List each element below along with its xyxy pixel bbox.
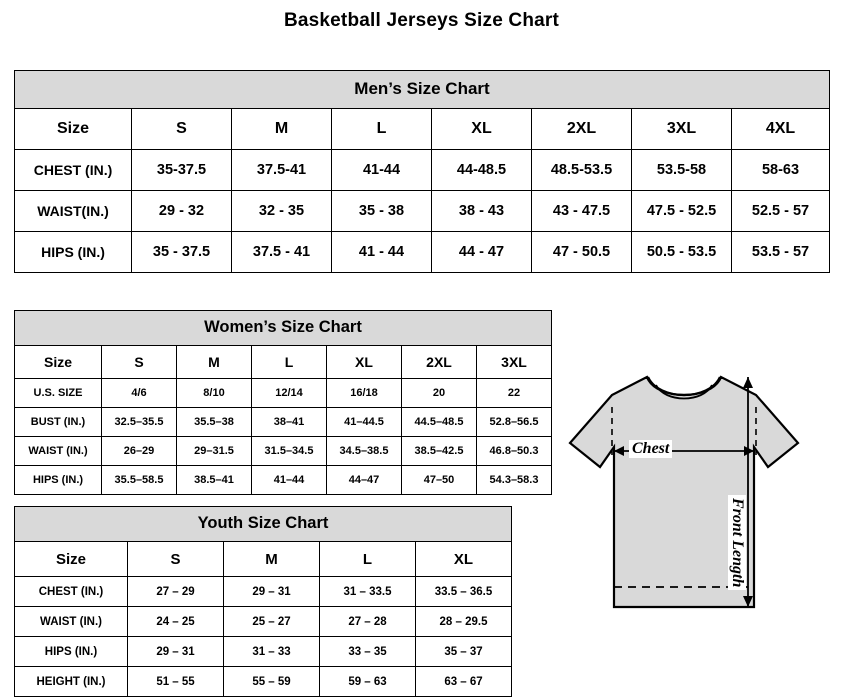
table-cell: 47 - 50.5 [532,232,632,273]
column-header: 4XL [732,109,830,150]
table-cell: 63 – 67 [416,667,512,697]
table-row [15,437,552,466]
table-cell: 34.5–38.5 [327,437,402,466]
table-cell: 44–47 [327,466,402,495]
chest-measure-label: Chest [629,440,672,458]
mens-size-chart-caption: Men’s Size Chart [14,70,830,108]
table-cell: 29 - 32 [132,191,232,232]
table-cell: 48.5-53.5 [532,150,632,191]
row-label: HIPS (IN.) [15,232,132,273]
table-cell: 58-63 [732,150,830,191]
table-cell: 32.5–35.5 [102,408,177,437]
womens-size-chart-table [14,310,552,495]
table-cell: 31.5–34.5 [252,437,327,466]
table-cell: 46.8–50.3 [477,437,552,466]
column-header: M [224,542,320,577]
table-cell: 29 – 31 [224,577,320,607]
table-cell: 41 - 44 [332,232,432,273]
table-cell: 35-37.5 [132,150,232,191]
row-label: CHEST (IN.) [15,577,128,607]
table-cell: 35 - 37.5 [132,232,232,273]
table-cell: 20 [402,379,477,408]
table-row [15,150,830,191]
table-cell: 12/14 [252,379,327,408]
column-header: XL [416,542,512,577]
table-header-row [15,346,552,379]
table-cell: 35 - 38 [332,191,432,232]
table-row [15,667,512,697]
row-label: U.S. SIZE [15,379,102,408]
table-cell: 59 – 63 [320,667,416,697]
table-cell: 52.5 - 57 [732,191,830,232]
jersey-measurement-diagram [552,355,837,675]
table-cell: 8/10 [177,379,252,408]
table-cell: 51 – 55 [128,667,224,697]
column-header: S [128,542,224,577]
column-header: M [232,109,332,150]
table-cell: 47.5 - 52.5 [632,191,732,232]
table-cell: 54.3–58.3 [477,466,552,495]
womens-size-chart-caption: Women’s Size Chart [14,310,552,345]
table-header-row [15,109,830,150]
column-header: 2XL [532,109,632,150]
table-cell: 29–31.5 [177,437,252,466]
table-cell: 35.5–38 [177,408,252,437]
table-row [15,191,830,232]
table-cell: 52.8–56.5 [477,408,552,437]
table-row [15,408,552,437]
youth-size-chart-caption: Youth Size Chart [14,506,512,541]
column-header: XL [432,109,532,150]
table-cell: 32 - 35 [232,191,332,232]
table-cell: 55 – 59 [224,667,320,697]
page-title: Basketball Jerseys Size Chart [283,10,560,31]
column-header: 3XL [632,109,732,150]
table-cell: 27 – 28 [320,607,416,637]
column-header: 2XL [402,346,477,379]
table-cell: 53.5-58 [632,150,732,191]
row-label: HIPS (IN.) [15,466,102,495]
table-cell: 44-48.5 [432,150,532,191]
row-label: WAIST(IN.) [15,191,132,232]
column-header: Size [15,109,132,150]
column-header: S [102,346,177,379]
table-cell: 41–44 [252,466,327,495]
row-label: BUST (IN.) [15,408,102,437]
table-cell: 38 - 43 [432,191,532,232]
table-cell: 43 - 47.5 [532,191,632,232]
table-cell: 33.5 – 36.5 [416,577,512,607]
table-row [15,379,552,408]
row-label: HIPS (IN.) [15,637,128,667]
column-header: L [252,346,327,379]
table-cell: 31 – 33.5 [320,577,416,607]
table-cell: 28 – 29.5 [416,607,512,637]
table-cell: 47–50 [402,466,477,495]
table-cell: 50.5 - 53.5 [632,232,732,273]
table-cell: 41-44 [332,150,432,191]
column-header: Size [15,542,128,577]
table-cell: 33 – 35 [320,637,416,667]
front-length-arrow-top [743,377,753,388]
table-row [15,232,830,273]
table-row [15,466,552,495]
row-label: WAIST (IN.) [15,437,102,466]
table-header-row [15,542,512,577]
table-cell: 35.5–58.5 [102,466,177,495]
table-cell: 16/18 [327,379,402,408]
column-header: XL [327,346,402,379]
table-cell: 44.5–48.5 [402,408,477,437]
jersey-body-shape [570,377,798,607]
table-cell: 25 – 27 [224,607,320,637]
table-cell: 31 – 33 [224,637,320,667]
youth-size-chart-table [14,506,512,697]
table-cell: 29 – 31 [128,637,224,667]
table-cell: 37.5-41 [232,150,332,191]
table-cell: 26–29 [102,437,177,466]
front-length-measure-label: Front Length [728,495,746,590]
jersey-illustration [552,355,837,675]
table-cell: 22 [477,379,552,408]
column-header: L [332,109,432,150]
table-cell: 41–44.5 [327,408,402,437]
table-cell: 38.5–42.5 [402,437,477,466]
table-cell: 4/6 [102,379,177,408]
table-cell: 24 – 25 [128,607,224,637]
column-header: S [132,109,232,150]
mens-size-chart-table [14,70,830,273]
table-row [15,577,512,607]
column-header: L [320,542,416,577]
column-header: M [177,346,252,379]
table-cell: 35 – 37 [416,637,512,667]
table-row [15,637,512,667]
table-row [15,607,512,637]
table-cell: 38.5–41 [177,466,252,495]
table-cell: 38–41 [252,408,327,437]
column-header: Size [15,346,102,379]
column-header: 3XL [477,346,552,379]
row-label: WAIST (IN.) [15,607,128,637]
table-cell: 44 - 47 [432,232,532,273]
table-cell: 37.5 - 41 [232,232,332,273]
table-cell: 27 – 29 [128,577,224,607]
row-label: HEIGHT (IN.) [15,667,128,697]
table-cell: 53.5 - 57 [732,232,830,273]
row-label: CHEST (IN.) [15,150,132,191]
